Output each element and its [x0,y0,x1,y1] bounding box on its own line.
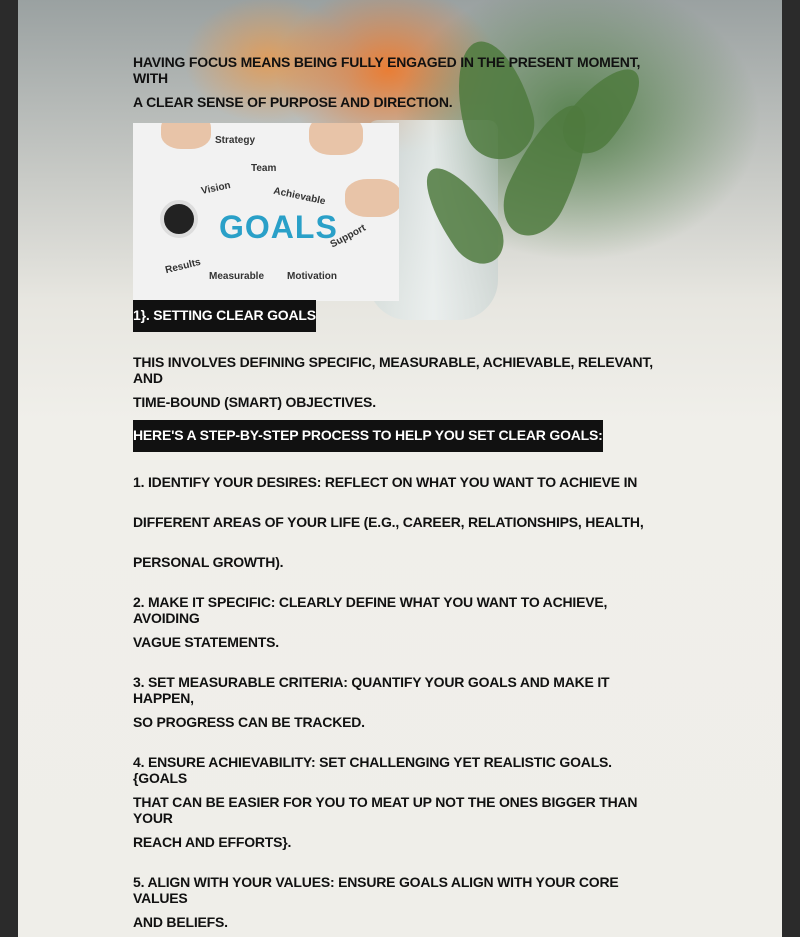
coffee-cup-icon [160,200,198,238]
goals-image [133,123,399,301]
step-2-line-2: VAGUE STATEMENTS. [133,634,279,650]
hand-decoration [309,123,363,155]
section-body-line-1: THIS INVOLVES DEFINING SPECIFIC, MEASURABLE, ACHIEVABLE, RELEVANT, AND [133,354,653,386]
document-page [18,0,782,937]
step-3-line-1: 3. SET MEASURABLE CRITERIA: QUANTIFY YOUR GOALS AND MAKE IT HAPPEN, [133,674,610,706]
image-label: Strategy [215,135,256,146]
process-heading-wrap [133,427,665,443]
step-1-line-3: PERSONAL GROWTH). [133,554,284,570]
step-1-line-1: 1. IDENTIFY YOUR DESIRES: REFLECT ON WHAT YOU WANT TO ACHIEVE IN [133,474,638,490]
image-label: Measurable [209,271,265,282]
hand-decoration [345,179,399,217]
step-4-line-1: 4. ENSURE ACHIEVABILITY: SET CHALLENGING YET REALISTIC GOALS. {GOALS [133,754,612,786]
intro-line-1: HAVING FOCUS MEANS BEING FULLY ENGAGED IN THE PRESENT MOMENT, WITH [133,54,641,86]
goals-word: GOALS [219,209,338,245]
section-heading: 1}. SETTING CLEAR GOALS [133,300,316,332]
image-label: Motivation [287,271,337,282]
step-5-line-2: AND BELIEFS. [133,914,228,930]
step-3-line-2: SO PROGRESS CAN BE TRACKED. [133,714,365,730]
section-body-line-2: TIME-BOUND (SMART) OBJECTIVES. [133,394,376,410]
process-heading: HERE'S A STEP-BY-STEP PROCESS TO HELP YOU SET CLEAR GOALS: [133,420,603,452]
image-label: Vision [200,180,232,197]
section-heading-wrap [133,307,665,323]
step-2-line-1: 2. MAKE IT SPECIFIC: CLEARLY DEFINE WHAT YOU WANT TO ACHIEVE, AVOIDING [133,594,608,626]
step-4-line-3: REACH AND EFFORTS}. [133,834,292,850]
step-5-line-1: 5. ALIGN WITH YOUR VALUES: ENSURE GOALS ALIGN WITH YOUR CORE VALUES [133,874,619,906]
intro-line-2: A CLEAR SENSE OF PURPOSE AND DIRECTION. [133,94,453,110]
image-label: Achievable [272,185,327,208]
image-label: Support [328,222,368,251]
hand-decoration [161,123,211,149]
step-4-line-2: THAT CAN BE EASIER FOR YOU TO MEAT UP NOT THE ONES BIGGER THAN YOUR [133,794,638,826]
image-label: Team [251,163,277,174]
step-1-line-2: DIFFERENT AREAS OF YOUR LIFE (E.G., CAREER, RELATIONSHIPS, HEALTH, [133,514,644,530]
image-label: Results [164,256,202,277]
